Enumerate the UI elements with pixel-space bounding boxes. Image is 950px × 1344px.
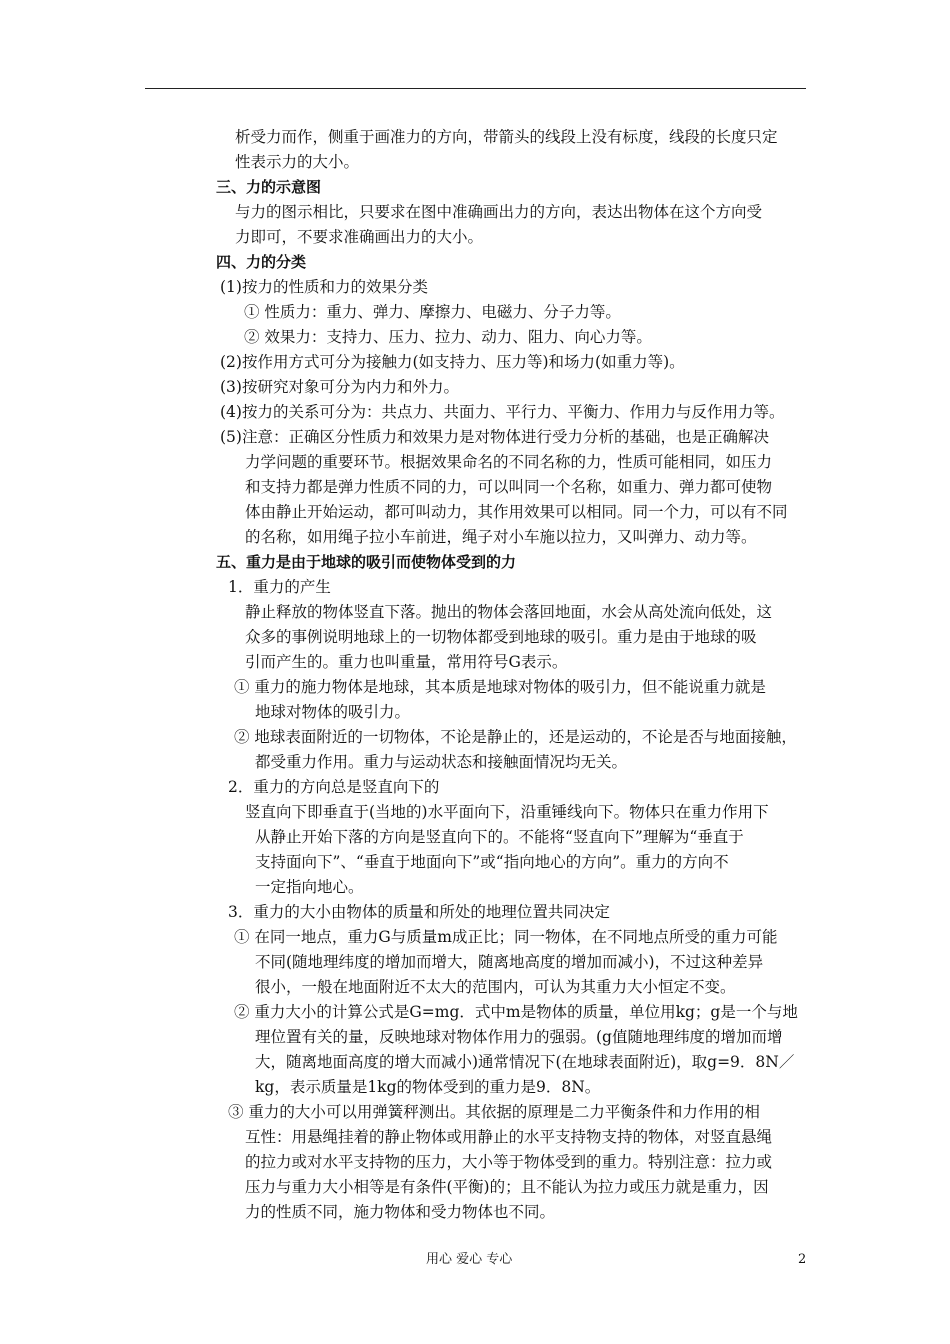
text-line: ① 在同一地点，重力G与质量m成正比；同一物体，在不同地点所受的重力可能 — [234, 928, 778, 946]
text-line: (4)按力的关系可分为：共点力、共面力、平行力、平衡力、作用力与反作用力等。 — [220, 403, 785, 421]
text-line: 众多的事例说明地球上的一切物体都受到地球的吸引。重力是由于地球的吸 — [245, 628, 757, 646]
text-line: 互性：用悬绳挂着的静止物体或用静止的水平支持物支持的物体，对竖直悬绳 — [245, 1128, 773, 1146]
text-line: 力的性质不同，施力物体和受力物体也不同。 — [245, 1203, 556, 1221]
text-line: 压力与重力大小相等是有条件(平衡)的；且不能认为拉力或压力就是重力，因 — [245, 1178, 769, 1196]
text-line: ③ 重力的大小可以用弹簧秤测出。其依据的原理是二力平衡条件和力作用的相 — [228, 1103, 760, 1121]
text-line: ① 性质力：重力、弹力、摩擦力、电磁力、分子力等。 — [244, 303, 621, 321]
text-line: ① 重力的施力物体是地球，其本质是地球对物体的吸引力，但不能说重力就是 — [234, 678, 766, 696]
text-line: 支持面向下”、“垂直于地面向下”或“指向地心的方向”。重力的方向不 — [255, 853, 729, 871]
text-line: ② 效果力：支持力、压力、拉力、动力、阻力、向心力等。 — [244, 328, 652, 346]
text-line: 析受力而作，侧重于画准力的方向，带箭头的线段上没有标度，线段的长度只定 — [235, 128, 778, 146]
text-line: 地球对物体的吸引力。 — [255, 703, 411, 721]
text-line: 大，随离地面高度的增大而减小)通常情况下(在地球表面附近)，取g=9．8N／ — [255, 1053, 795, 1071]
text-line: 静止释放的物体竖直下落。抛出的物体会落回地面，水会从高处流向低处，这 — [245, 603, 773, 621]
text-line: 都受重力作用。重力与运动状态和接触面情况均无关。 — [255, 753, 628, 771]
section-heading: 四、力的分类 — [216, 253, 307, 271]
header-rule — [145, 88, 806, 89]
text-line: ② 重力大小的计算公式是G=mg．式中m是物体的质量，单位用kg；g是一个与地 — [234, 1003, 798, 1021]
text-line: 2．重力的方向总是竖直向下的 — [228, 778, 440, 796]
section-heading: 五、重力是由于地球的吸引而使物体受到的力 — [216, 553, 517, 571]
text-line: 竖直向下即垂直于(当地的)水平面向下，沿重锤线向下。物体只在重力作用下 — [245, 803, 769, 821]
text-line: 的名称，如用绳子拉小车前进，绳子对小车施以拉力，又叫弹力、动力等。 — [245, 528, 757, 546]
text-line: 和支持力都是弹力性质不同的力，可以叫同一个名称，如重力、弹力都可使物 — [245, 478, 773, 496]
text-line: 体由静止开始运动，都可叫动力，其作用效果可以相同。同一个力，可以有不同 — [245, 503, 788, 521]
text-line: 理位置有关的量，反映地球对物体作用力的强弱。(g值随地理纬度的增加而增 — [255, 1028, 783, 1046]
text-line: kg，表示质量是1kg的物体受到的重力是9．8N。 — [255, 1078, 601, 1096]
text-line: 很小，一般在地面附近不太大的范围内，可认为其重力大小恒定不变。 — [255, 978, 736, 996]
text-line: 与力的图示相比，只要求在图中准确画出力的方向，表达出物体在这个方向受 — [235, 203, 763, 221]
text-line: 一定指向地心。 — [255, 878, 364, 896]
text-line: (3)按研究对象可分为内力和外力。 — [220, 378, 459, 396]
text-line: 不同(随地理纬度的增加而增大，随离地高度的增加而减小)，不过这种差异 — [255, 953, 764, 971]
text-line: 1．重力的产生 — [228, 578, 331, 596]
text-line: (5)注意：正确区分性质力和效果力是对物体进行受力分析的基础，也是正确解决 — [220, 428, 769, 446]
text-line: 引而产生的。重力也叫重量，常用符号G表示。 — [245, 653, 568, 671]
page-number: 2 — [798, 1252, 807, 1267]
section-heading: 三、力的示意图 — [216, 178, 322, 196]
text-line: (2)按作用方式可分为接触力(如支持力、压力等)和场力(如重力等)。 — [220, 353, 685, 371]
text-line: ② 地球表面附近的一切物体，不论是静止的，还是运动的，不论是否与地面接触， — [234, 728, 797, 746]
text-line: 3．重力的大小由物体的质量和所处的地理位置共同决定 — [228, 903, 610, 921]
text-line: 力即可，不要求准确画出力的大小。 — [235, 228, 484, 246]
footer-motto: 用心 爱心 专心 — [426, 1252, 513, 1267]
text-line: 的拉力或对水平支持物的压力，大小等于物体受到的重力。特别注意：拉力或 — [245, 1153, 773, 1171]
text-line: (1)按力的性质和力的效果分类 — [220, 278, 428, 296]
text-line: 性表示力的大小。 — [235, 153, 360, 171]
text-line: 力学问题的重要环节。根据效果命名的不同名称的力，性质可能相同，如压力 — [245, 453, 773, 471]
text-line: 从静止开始下落的方向是竖直向下的。不能将“竖直向下”理解为“垂直于 — [255, 828, 744, 846]
